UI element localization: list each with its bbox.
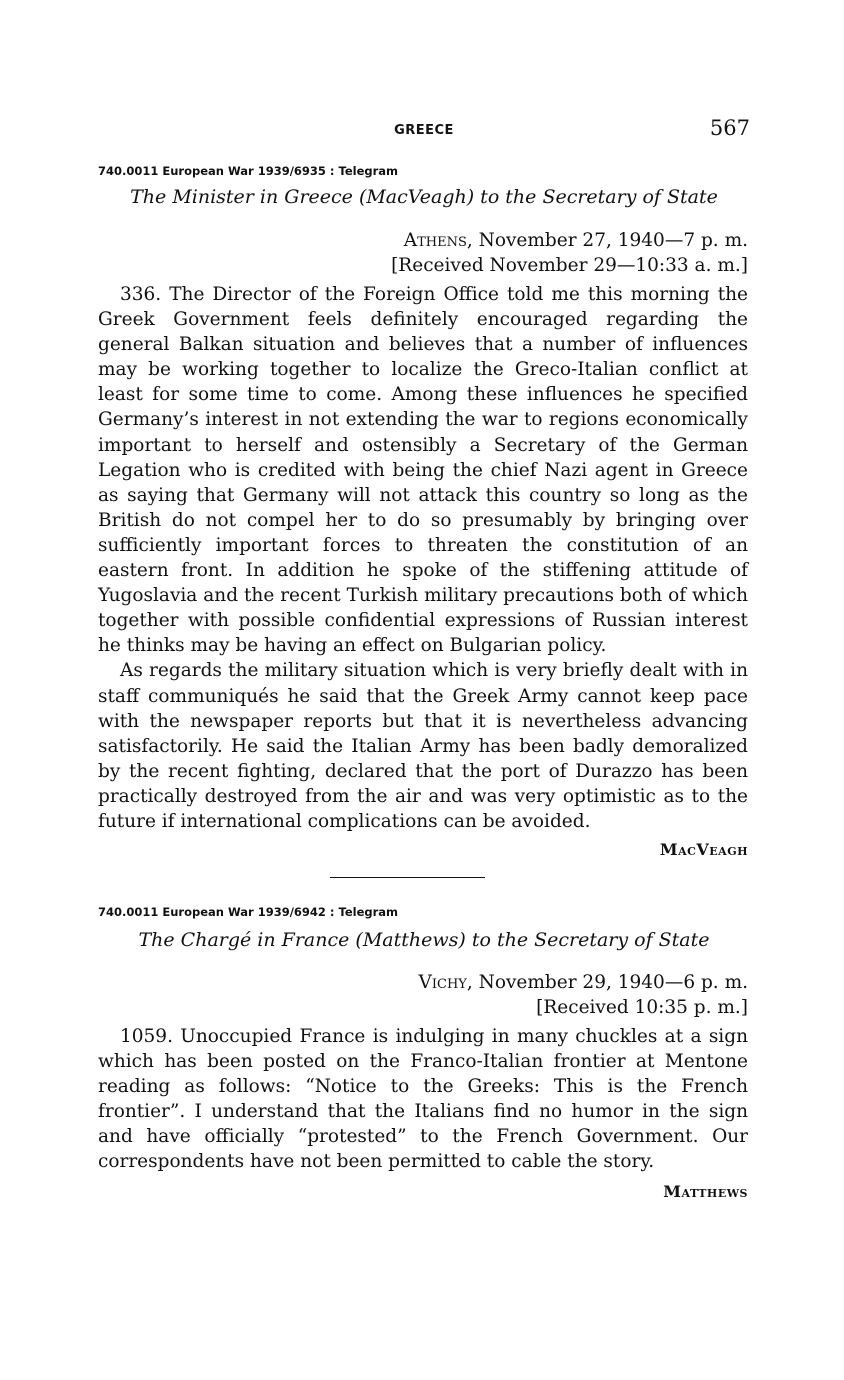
running-head: GREECE xyxy=(394,123,454,138)
doc1-body xyxy=(98,282,748,834)
doc1-paragraph-2: As regards the military situation which is very briefly dealt with in staff communiqués he said that the Greek Army cannot keep pace with the newspaper reports but that it is nevertheless advancing satisfactorily. He said the Italian Army has been badly demoralized by the recent fighting, declared that the port of Durazzo has been practically destroyed from the air and was very optimistic as to the future if international complications can be avoided. xyxy=(98,660,748,832)
doc1-file-reference: 740.0011 European War 1939/6935 : Telegram xyxy=(98,164,399,178)
doc1-place: Athens xyxy=(403,230,467,251)
doc1-paragraph-1: 336. The Director of the Foreign Office told me this morning the Greek Government feels definitely encouraged regarding the general Balkan situation and believes that a number of influences may be working together to localize the Greco-Italian conflict at least for some time to come. Among these influences he specified Germany’s interest in not extending the war to regions economically important to herself and ostensibly a Secretary of the German Legation who is credited with being the chief Nazi agent in Greece as saying that Germany will not attack this country so long as the British do not compel her to do so presumably by bringing over sufficiently important forces to threaten the constitution of an eastern front. In addition he spoke of the stiffening attitude of Yugoslavia and the recent Turkish military precautions both of which together with possible confidential expressions of Russian interest he thinks may be having an effect on Bulgarian policy. xyxy=(98,284,748,657)
doc2-title: The Chargé in France (Matthews) to the Secretary of State xyxy=(138,929,710,951)
page-header xyxy=(98,116,750,146)
doc1-dateline xyxy=(391,228,748,278)
doc2-received: [Received 10:35 p. m.] xyxy=(536,997,748,1018)
doc2-file-reference: 740.0011 European War 1939/6942 : Telegram xyxy=(98,905,399,919)
doc2-signature: Matthews xyxy=(663,1182,748,1201)
doc2-sent: , November 29, 1940—6 p. m. xyxy=(466,972,748,993)
doc1-received: [Received November 29—10:33 a. m.] xyxy=(391,255,748,276)
section-divider xyxy=(330,877,485,878)
doc1-signature: MacVeagh xyxy=(659,840,748,859)
doc2-body xyxy=(98,1024,748,1175)
doc2-place: Vichy xyxy=(418,972,467,993)
doc2-paragraph-1: 1059. Unoccupied France is indulging in many chuckles at a sign which has been posted on the Franco-Italian frontier at Mentone reading as follows: “Notice to the Greeks: This is the French frontier”. I understand that the Italians find no humor in the sign and have officially “protested” to the French Government. Our correspondents have not been permitted to cable the story. xyxy=(98,1026,748,1173)
doc2-dateline xyxy=(419,970,748,1020)
doc1-sent: , November 27, 1940—7 p. m. xyxy=(466,230,748,251)
doc2-sent-line xyxy=(419,970,748,995)
doc1-title: The Minister in Greece (MacVeagh) to the Secretary of State xyxy=(130,186,718,208)
page-number: 567 xyxy=(709,116,750,140)
doc1-sent-line xyxy=(391,228,748,253)
